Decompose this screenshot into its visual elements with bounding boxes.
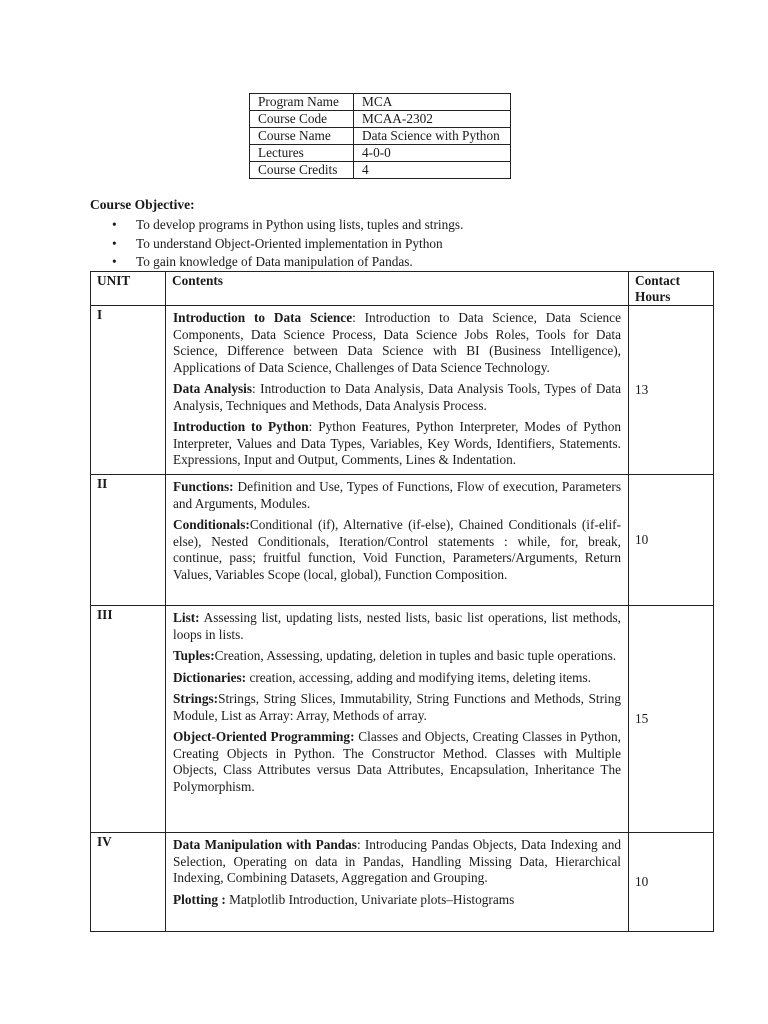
course-info-row — [250, 128, 511, 145]
unit-row — [91, 475, 714, 606]
course-info-key: Course Name — [250, 128, 354, 145]
objective-item — [112, 216, 463, 235]
topic-title: Object-Oriented Programming: — [173, 729, 355, 744]
topic-title: Strings: — [173, 691, 219, 706]
unit-contents — [166, 606, 629, 833]
topic-text: : Introducing Pandas Objects, Data Indexing and Selection, Operating on data in Pandas, Handling Missing Data, Hierarchical Indexing, Combining Datasets, Aggregation and Grouping. — [173, 837, 621, 885]
topic-text: : Introduction to Data Science, Data Science Components, Data Science Process, Data Science Jobs Roles, Tools for Data Science, Difference between Data Science with BI (Business Intelligence), Applications of Data Science, Challenges of Data Science Technology. — [173, 310, 621, 375]
course-info-key: Lectures — [250, 145, 354, 162]
objective-text: To gain knowledge of Data manipulation of Pandas. — [136, 254, 413, 269]
course-info-key: Course Credits — [250, 162, 354, 179]
topic-paragraph — [173, 310, 621, 376]
topic-text: Assessing list, updating lists, nested lists, basic list operations, list methods, loops in lists. — [173, 610, 621, 642]
unit-number: III — [91, 606, 166, 833]
topic-paragraph — [173, 479, 621, 512]
topic-title: Tuples: — [173, 648, 215, 663]
course-info-row — [250, 94, 511, 111]
bullet-icon: • — [112, 235, 117, 251]
topic-text: : Introduction to Data Analysis, Data Analysis Tools, Types of Data Analysis, Techniques and Methods, Data Analysis Process. — [173, 381, 622, 413]
topic-title: Functions: — [173, 479, 234, 494]
objectives-list — [112, 216, 463, 272]
topic-title: Plotting : — [173, 891, 226, 907]
topic-paragraph — [173, 648, 621, 665]
topic-paragraph — [173, 670, 621, 687]
unit-number: II — [91, 475, 166, 606]
course-objective-heading: Course Objective: — [90, 197, 195, 212]
units-table-header — [91, 272, 714, 306]
topic-title: Data Manipulation with Pandas — [173, 837, 357, 852]
topic-paragraph — [173, 419, 621, 469]
topic-paragraph — [173, 892, 621, 909]
unit-contents — [166, 833, 629, 932]
course-info-key: Course Code — [250, 111, 354, 128]
objective-item — [112, 235, 463, 254]
topic-text: creation, accessing, adding and modifying items, deleting items. — [246, 669, 592, 685]
objective-text: To understand Object-Oriented implementation in Python — [136, 235, 443, 251]
topic-paragraph — [173, 610, 621, 643]
topic-text: Matplotlib Introduction, Univariate plots–Histograms — [225, 891, 515, 907]
topic-title: Conditionals: — [173, 517, 250, 532]
topic-title: List: — [173, 610, 200, 625]
topic-text: Strings, String Slices, Immutability, String Functions and Methods, String Module, List as Array: Array, Methods of array. — [173, 691, 621, 723]
course-info-row — [250, 145, 511, 162]
units-table — [90, 271, 714, 932]
contact-hours: 10 — [629, 833, 714, 932]
unit-row — [91, 606, 714, 833]
topic-text: Classes and Objects, Creating Classes in Python, Creating Objects in Python. The Constructor Method. Classes with Multiple Objects, Class Attributes versus Data Attributes, Encapsulation, Inheritance The Polymorphism. — [173, 729, 622, 794]
contact-hours: 10 — [629, 475, 714, 606]
topic-text: Definition and Use, Types of Functions, Flow of execution, Parameters and Arguments, Modules. — [173, 479, 621, 511]
course-info-row — [250, 162, 511, 179]
unit-contents — [166, 475, 629, 606]
objective-text: To develop programs in Python using lists, tuples and strings. — [136, 217, 464, 232]
topic-paragraph — [173, 381, 621, 414]
objective-item — [112, 253, 463, 272]
course-info-value: MCA — [354, 94, 511, 111]
topic-title: Introduction to Data Science — [173, 310, 353, 325]
course-info-value: 4-0-0 — [354, 145, 511, 162]
topic-text: Conditional (if), Alternative (if-else), Chained Conditionals (if-elif-else), Nested Conditionals, Iteration/Control statements : while, for, break, continue, pass; fruitful function, Void Function, Parameters/Arguments, Return Values, Variables Scope (local, global), Function Composition. — [173, 517, 621, 582]
unit-row — [91, 833, 714, 932]
topic-title: Dictionaries: — [173, 669, 247, 685]
course-info-value: Data Science with Python — [354, 128, 511, 145]
topic-text: Creation, Assessing, updating, deletion in tuples and basic tuple operations. — [214, 648, 617, 663]
contact-hours: 13 — [629, 306, 714, 475]
topic-paragraph — [173, 729, 621, 795]
topic-title: Introduction to Python — [173, 419, 309, 434]
unit-row — [91, 306, 714, 475]
course-info-table — [249, 93, 511, 179]
hours-header: Contact Hours — [629, 272, 714, 306]
contact-hours: 15 — [629, 606, 714, 833]
course-info-value: 4 — [354, 162, 511, 179]
topic-paragraph — [173, 837, 621, 887]
course-info-key: Program Name — [250, 94, 354, 111]
contents-header: Contents — [166, 272, 629, 306]
topic-paragraph — [173, 517, 621, 583]
topic-text: : Python Features, Python Interpreter, Modes of Python Interpreter, Values and Data Types, Variables, Key Words, Identifiers, Statements. Expressions, Input and Output, Comments, Lines & Indentation. — [173, 419, 621, 467]
topic-title: Data Analysis — [173, 381, 253, 396]
unit-number: IV — [91, 833, 166, 932]
bullet-icon: • — [112, 217, 117, 232]
bullet-icon: • — [112, 254, 117, 269]
course-info-value: MCAA-2302 — [354, 111, 511, 128]
course-info-row — [250, 111, 511, 128]
unit-number: I — [91, 306, 166, 475]
unit-header: UNIT — [91, 272, 166, 306]
unit-contents — [166, 306, 629, 475]
topic-paragraph — [173, 691, 621, 724]
